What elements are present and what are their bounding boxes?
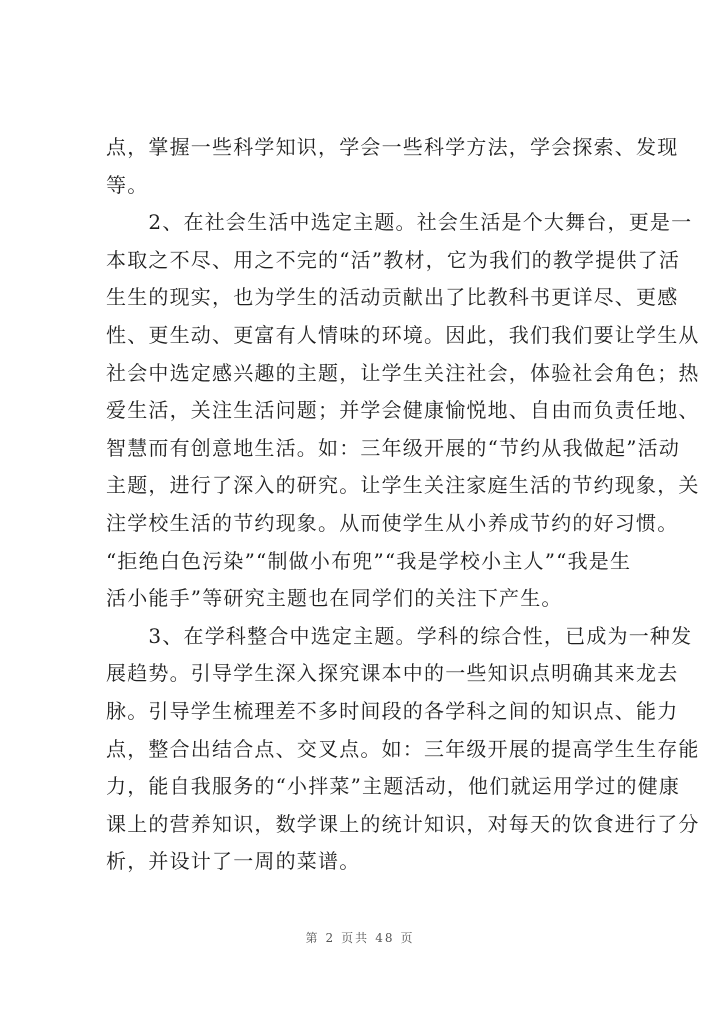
text-line: 生生的现实，也为学生的活动贡献出了比教科书更详尽、更感 [106,285,679,310]
text-line: 社会中选定感兴趣的主题，让学生关注社会，体验社会角色；热 [106,360,700,385]
text-line: 2、在社会生活中选定主题。社会生活是个大舞台，更是一 [106,210,693,235]
text-line: 点，整合出结合点、交叉点。如：三年级开展的提高学生生存能 [106,736,700,761]
text-line: 等。 [106,172,149,197]
text-line: 点，掌握一些科学知识，学会一些科学方法，学会探索、发现 [106,135,679,159]
text-line: 性、更生动、更富有人情味的环境。因此，我们我们要让学生从 [106,322,700,347]
document-body [106,129,700,881]
text-line: 脉。引导学生梳理差不多时间段的各学科之间的知识点、能力 [106,698,679,723]
text-line: 本取之不尽、用之不完的“活”教材，它为我们的教学提供了活 [106,247,681,272]
text-line: 主题，进行了深入的研究。让学生关注家庭生活的节约现象，关 [106,473,700,498]
footer-middle: 页共 [341,931,370,945]
page-footer [0,929,720,946]
text-line: 析，并设计了一周的菜谱。 [106,849,361,874]
text-line: 3、在学科整合中选定主题。学科的综合性，已成为一种发 [106,623,693,648]
text-line: 展趋势。引导学生深入探究课本中的一些知识点明确其来龙去 [106,661,679,686]
text-line: 智慧而有创意地生活。如：三年级开展的“节约从我做起”活动 [106,435,681,460]
text-line: 爱生活，关注生活问题；并学会健康愉悦地、自由而负责任地、 [106,398,700,423]
footer-total-pages: 48 [375,931,395,945]
text-line: 力，能自我服务的“小拌菜”主题活动，他们就运用学过的健康 [106,774,681,799]
text-line: “拒绝白色污染”“制做小布兜”“我是学校小主人”“我是生 [106,548,632,573]
footer-page-number: 2 [325,931,336,945]
text-line: 注学校生活的节约现象。从而使学生从小养成节约的好习惯。 [106,510,679,535]
footer-suffix: 页 [400,931,415,945]
footer-prefix: 第 [305,931,320,945]
text-line: 活小能手”等研究主题也在同学们的关注下产生。 [106,586,563,611]
text-line: 课上的营养知识，数学课上的统计知识，对每天的饮食进行了分 [106,811,700,836]
